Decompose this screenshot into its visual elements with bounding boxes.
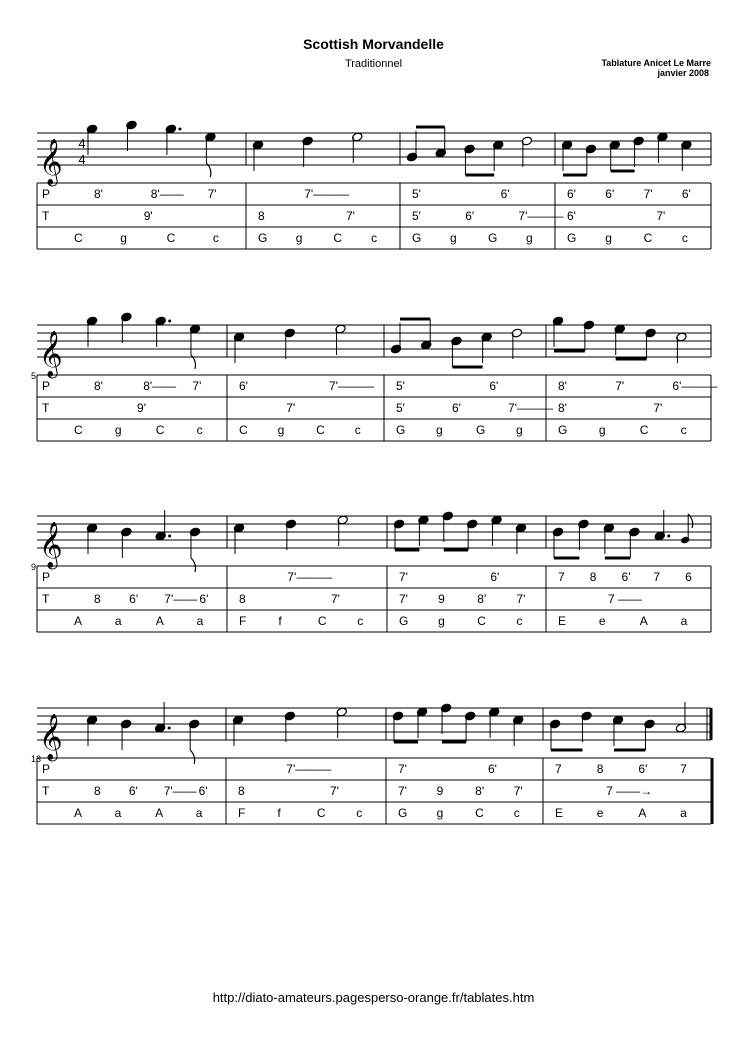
treble-clef-icon: 𝄞 <box>39 715 63 759</box>
dot <box>168 727 171 730</box>
tab-row-label-p: P <box>42 762 51 776</box>
tab-b-value: f <box>277 806 281 820</box>
tab-p-value: 7' <box>643 187 653 201</box>
tab-b-value: g <box>605 231 612 245</box>
credit-date: janvier 2008 <box>657 68 709 78</box>
tab-b-value: g <box>598 423 606 437</box>
tab-b-value: E <box>555 806 564 820</box>
tab-b-value: C <box>639 423 649 437</box>
tab-p-value: 7'——— <box>304 187 350 201</box>
tab-b-value: G <box>396 423 406 437</box>
tab-t-value: 7' <box>653 401 663 415</box>
tab-p-value: 8 <box>596 762 604 776</box>
page-title: Scottish Morvandelle <box>303 36 444 52</box>
tab-b-value: C <box>166 231 176 245</box>
tab-t-value: 8' <box>558 401 567 415</box>
tab-b-value: e <box>598 614 606 628</box>
tab-p-value: 6' <box>489 379 499 393</box>
dot <box>168 320 171 323</box>
tab-t-value: 8 <box>239 592 246 606</box>
tab-t-value: 7' <box>398 784 407 798</box>
tab-b-value: C <box>155 423 165 437</box>
tab-b-value: A <box>155 614 164 628</box>
tab-p-value: 6' <box>681 187 691 201</box>
tab-t-value: 8' <box>477 592 487 606</box>
tab-t-value: 7'—— <box>163 784 197 798</box>
tab-p-value: 7'——— <box>286 762 332 776</box>
tab-b-value: C <box>74 423 83 437</box>
page-subtitle: Traditionnel <box>344 58 403 70</box>
tab-b-value: c <box>196 423 203 437</box>
tab-b-value: G <box>258 231 268 245</box>
tab-row-label-t: T <box>42 209 50 223</box>
tab-p-value: 8'—— <box>143 379 177 393</box>
tab-t-value: 9' <box>137 401 147 415</box>
tab-t-value: 7' <box>656 209 666 223</box>
tab-b-value: g <box>295 231 303 245</box>
tab-t-value: 7' <box>286 401 296 415</box>
tab-b-value: G <box>412 231 422 245</box>
tab-b-value: C <box>475 806 484 820</box>
tab-p-value: 7'——— <box>287 570 333 584</box>
tab-t-value: 8 <box>258 209 265 223</box>
tab-p-value: 6' <box>488 762 497 776</box>
tab-p-value: 6' <box>638 762 648 776</box>
tab-t-value: 6' <box>129 592 139 606</box>
treble-clef-icon: 𝄞 <box>39 332 63 376</box>
tab-b-value: a <box>680 614 688 628</box>
tab-b-value: C <box>477 614 486 628</box>
tab-b-value: g <box>526 231 533 245</box>
tab-t-value: 6' <box>128 784 138 798</box>
tab-b-value: A <box>638 806 647 820</box>
tab-b-value: A <box>639 614 648 628</box>
tab-p-value: 7'——— <box>329 379 374 393</box>
tab-t-value: 8 <box>94 592 101 606</box>
tab-t-value: 7' <box>331 592 340 606</box>
tab-b-value: a <box>114 806 122 820</box>
tab-t-value: 9' <box>143 209 153 223</box>
treble-clef-icon: 𝄞 <box>39 523 63 567</box>
tab-t-value: 8 <box>94 784 101 798</box>
tab-b-value: G <box>399 614 409 628</box>
tab-p-value: 8 <box>589 570 597 584</box>
tab-p-value: 6' <box>500 187 510 201</box>
tab-t-value: 9 <box>438 592 445 606</box>
tab-b-value: c <box>356 806 363 820</box>
tab-t-value: 7'—— <box>164 592 198 606</box>
tab-b-value: a <box>680 806 687 820</box>
tab-b-value: e <box>596 806 604 820</box>
tab-t-value: 6' <box>465 209 475 223</box>
tab-p-value: 8' <box>94 379 103 393</box>
tab-b-value: F <box>238 806 246 820</box>
tab-p-value: 6' <box>490 570 500 584</box>
tab-b-value: F <box>239 614 247 628</box>
tab-p-value: 7' <box>398 762 407 776</box>
tab-b-value: G <box>488 231 498 245</box>
tab-t-value: 7'——— <box>508 401 553 415</box>
tab-t-value: 7' <box>513 784 523 798</box>
tab-p-value: 5' <box>412 187 421 201</box>
tab-p-value: 6' <box>239 379 248 393</box>
tab-b-value: G <box>476 423 486 437</box>
tab-row-label-p: P <box>42 379 51 393</box>
tab-t-value: 8' <box>475 784 485 798</box>
tab-b-value: c <box>680 423 687 437</box>
tab-t-value: 8 <box>238 784 245 798</box>
tab-b-value: c <box>371 231 378 245</box>
tab-p-value: 7' <box>615 379 625 393</box>
tab-b-value: a <box>196 614 204 628</box>
tab-p-value: 7 <box>558 570 565 584</box>
tab-b-value: c <box>513 806 520 820</box>
tab-b-value: g <box>114 423 122 437</box>
tab-t-value: 6' <box>199 592 209 606</box>
tab-b-value: G <box>398 806 408 820</box>
measure-number: 9 <box>31 562 37 572</box>
tab-b-value: E <box>558 614 567 628</box>
treble-clef-icon: 𝄞 <box>39 140 63 184</box>
tab-t-value: 5' <box>412 209 421 223</box>
tab-b-value: g <box>120 231 127 245</box>
tab-b-value: g <box>438 614 445 628</box>
tab-t-value: 9 <box>436 784 444 798</box>
dot <box>667 535 670 538</box>
tab-b-value: c <box>516 614 523 628</box>
tab-p-value: 7' <box>207 187 217 201</box>
tab-b-value: f <box>278 614 282 628</box>
tab-p-value: 7 <box>653 570 661 584</box>
tab-row-label-p: P <box>42 187 51 201</box>
time-signature-top: 4 <box>78 136 86 151</box>
tab-row-label-t: T <box>42 784 50 798</box>
tab-t-value: 6' <box>567 209 576 223</box>
tab-p-value: 6' <box>621 570 631 584</box>
tab-b-value: a <box>114 614 122 628</box>
tab-t-value: 6' <box>452 401 461 415</box>
tab-p-value: 7 <box>680 762 687 776</box>
tab-t-value: 7' <box>346 209 355 223</box>
note-flag <box>191 558 196 572</box>
tab-b-value: c <box>681 231 688 245</box>
time-signature-bottom: 4 <box>78 152 86 167</box>
tab-b-value: A <box>74 806 83 820</box>
tab-t-value: 7' <box>399 592 408 606</box>
tab-b-value: C <box>316 423 325 437</box>
tab-p-value: 5' <box>396 379 405 393</box>
tab-p-value: 6 <box>685 570 692 584</box>
tab-p-value: 7' <box>399 570 408 584</box>
tab-b-value: g <box>436 806 444 820</box>
tab-p-value: 6' <box>605 187 615 201</box>
tab-p-value: 6' <box>567 187 576 201</box>
tab-b-value: C <box>317 614 327 628</box>
tab-p-value: 7' <box>192 379 202 393</box>
tab-t-value: 7 —— <box>608 592 643 606</box>
tab-b-value: C <box>333 231 343 245</box>
tab-b-value: g <box>436 423 443 437</box>
tab-p-value: 8' <box>94 187 103 201</box>
tab-b-value: C <box>643 231 653 245</box>
tab-t-value: 7' <box>330 784 339 798</box>
tab-b-value: c <box>212 231 219 245</box>
tab-b-value: c <box>357 614 364 628</box>
tab-b-value: C <box>316 806 326 820</box>
tab-p-value: 8' <box>558 379 567 393</box>
tab-b-value: G <box>558 423 568 437</box>
tab-b-value: c <box>354 423 361 437</box>
tab-t-value: 7 ——→ <box>606 784 653 798</box>
tab-p-value: 7 <box>555 762 562 776</box>
tab-b-value: G <box>567 231 577 245</box>
tab-t-value: 5' <box>396 401 405 415</box>
tab-t-value: 7'——— <box>518 209 564 223</box>
footer-url: http://diato-amateurs.pagesperso-orange.fr/tablates.htm <box>212 990 535 1005</box>
measure-number: 5 <box>31 371 37 381</box>
tab-b-value: g <box>277 423 285 437</box>
tab-t-value: 6' <box>198 784 208 798</box>
tab-row-label-t: T <box>42 401 50 415</box>
tab-t-value: 7' <box>516 592 526 606</box>
measure-number: 13 <box>31 754 42 764</box>
tab-b-value: A <box>155 806 164 820</box>
tab-b-value: a <box>195 806 203 820</box>
tab-b-value: C <box>74 231 83 245</box>
tab-b-value: g <box>450 231 457 245</box>
tab-b-value: A <box>74 614 83 628</box>
tab-row-label-p: P <box>42 570 51 584</box>
tab-row-label-t: T <box>42 592 50 606</box>
tab-b-value: C <box>239 423 248 437</box>
tab-p-value: 8'—— <box>150 187 184 201</box>
note-flag <box>190 750 195 764</box>
tab-p-value: 6'——— <box>672 379 718 393</box>
dot <box>168 535 171 538</box>
dot <box>178 128 181 131</box>
credit-author: Tablature Anicet Le Marre <box>601 58 711 68</box>
tab-b-value: g <box>516 423 523 437</box>
